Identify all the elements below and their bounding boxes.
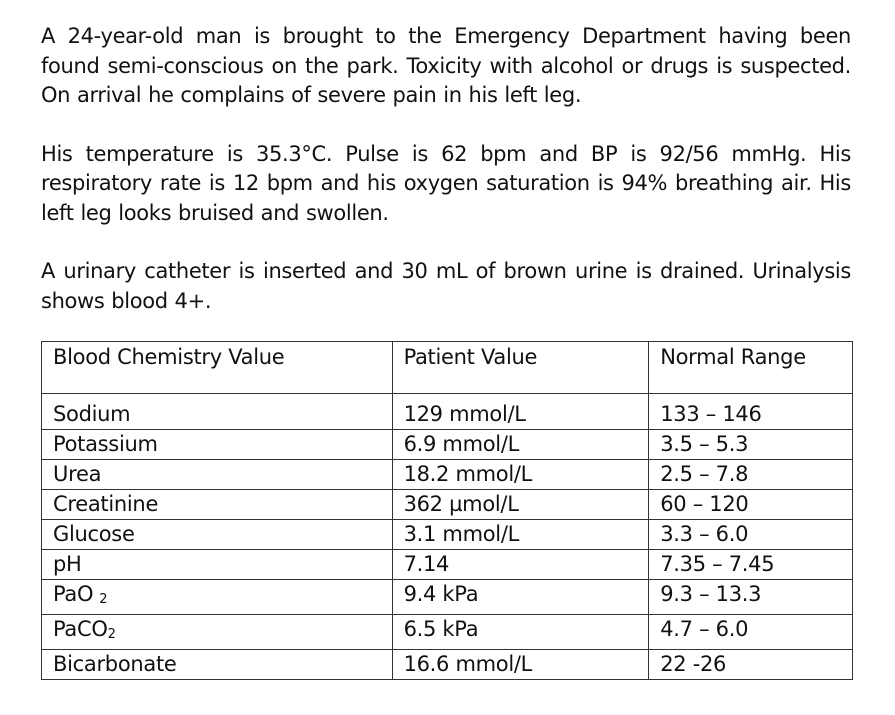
patient-value: 16.6 mmol/L <box>392 650 649 680</box>
normal-range: 3.5 – 5.3 <box>649 430 853 460</box>
normal-range: 7.35 – 7.45 <box>649 550 853 580</box>
table-row-ph <box>42 550 853 580</box>
column-header-normal-range: Normal Range <box>649 342 853 394</box>
test-name-subscript: 2 <box>99 592 108 607</box>
test-name-subscript: 2 <box>107 627 116 642</box>
normal-range: 60 – 120 <box>649 490 853 520</box>
patient-value: 7.14 <box>392 550 649 580</box>
case-description <box>41 22 851 316</box>
test-name: Urea <box>42 460 393 490</box>
test-name: Glucose <box>42 520 393 550</box>
case-paragraph-presentation: A 24-year-old man is brought to the Emergency Department having been found semi-conscious on the park. Toxicity with alcohol or drugs is suspected. On arrival he complains of severe pain in his left leg. <box>41 24 851 107</box>
patient-value: 362 µmol/L <box>392 490 649 520</box>
case-paragraph-urinalysis: A urinary catheter is inserted and 30 mL of brown urine is drained. Urinalysis shows blood 4+. <box>41 259 851 313</box>
table-row-sodium <box>42 394 853 430</box>
column-header-test: Blood Chemistry Value <box>42 342 393 394</box>
test-name-main: PaO <box>53 582 94 606</box>
patient-value: 9.4 kPa <box>392 580 649 615</box>
table-row-glucose <box>42 520 853 550</box>
normal-range: 3.3 – 6.0 <box>649 520 853 550</box>
test-name: Sodium <box>42 394 393 430</box>
patient-value: 18.2 mmol/L <box>392 460 649 490</box>
test-name: Potassium <box>42 430 393 460</box>
normal-range: 4.7 – 6.0 <box>649 615 853 650</box>
table-row-bicarbonate <box>42 650 853 680</box>
table-row-pao2 <box>42 580 853 615</box>
patient-value: 3.1 mmol/L <box>392 520 649 550</box>
test-name <box>42 580 393 615</box>
test-name-main: PaCO <box>53 617 108 641</box>
patient-value: 129 mmol/L <box>392 394 649 430</box>
case-paragraph-observations: His temperature is 35.3°C. Pulse is 62 bpm and BP is 92/56 mmHg. His respiratory rate is 12 bpm and his oxygen saturation is 94% breathing air. His left leg looks bruised and swollen. <box>41 141 851 225</box>
normal-range: 133 – 146 <box>649 394 853 430</box>
test-name <box>42 615 393 650</box>
table-row-potassium <box>42 430 853 460</box>
normal-range: 2.5 – 7.8 <box>649 460 853 490</box>
patient-value: 6.9 mmol/L <box>392 430 649 460</box>
column-header-patient-value: Patient Value <box>392 342 649 394</box>
test-name: Bicarbonate <box>42 650 393 680</box>
table-row-paco2 <box>42 615 853 650</box>
table-header-row <box>42 342 853 394</box>
blood-chemistry-table <box>41 341 853 680</box>
table-row-urea <box>42 460 853 490</box>
test-name: Creatinine <box>42 490 393 520</box>
normal-range: 9.3 – 13.3 <box>649 580 853 615</box>
patient-value: 6.5 kPa <box>392 615 649 650</box>
table-row-creatinine <box>42 490 853 520</box>
test-name: pH <box>42 550 393 580</box>
normal-range: 22 -26 <box>649 650 853 680</box>
